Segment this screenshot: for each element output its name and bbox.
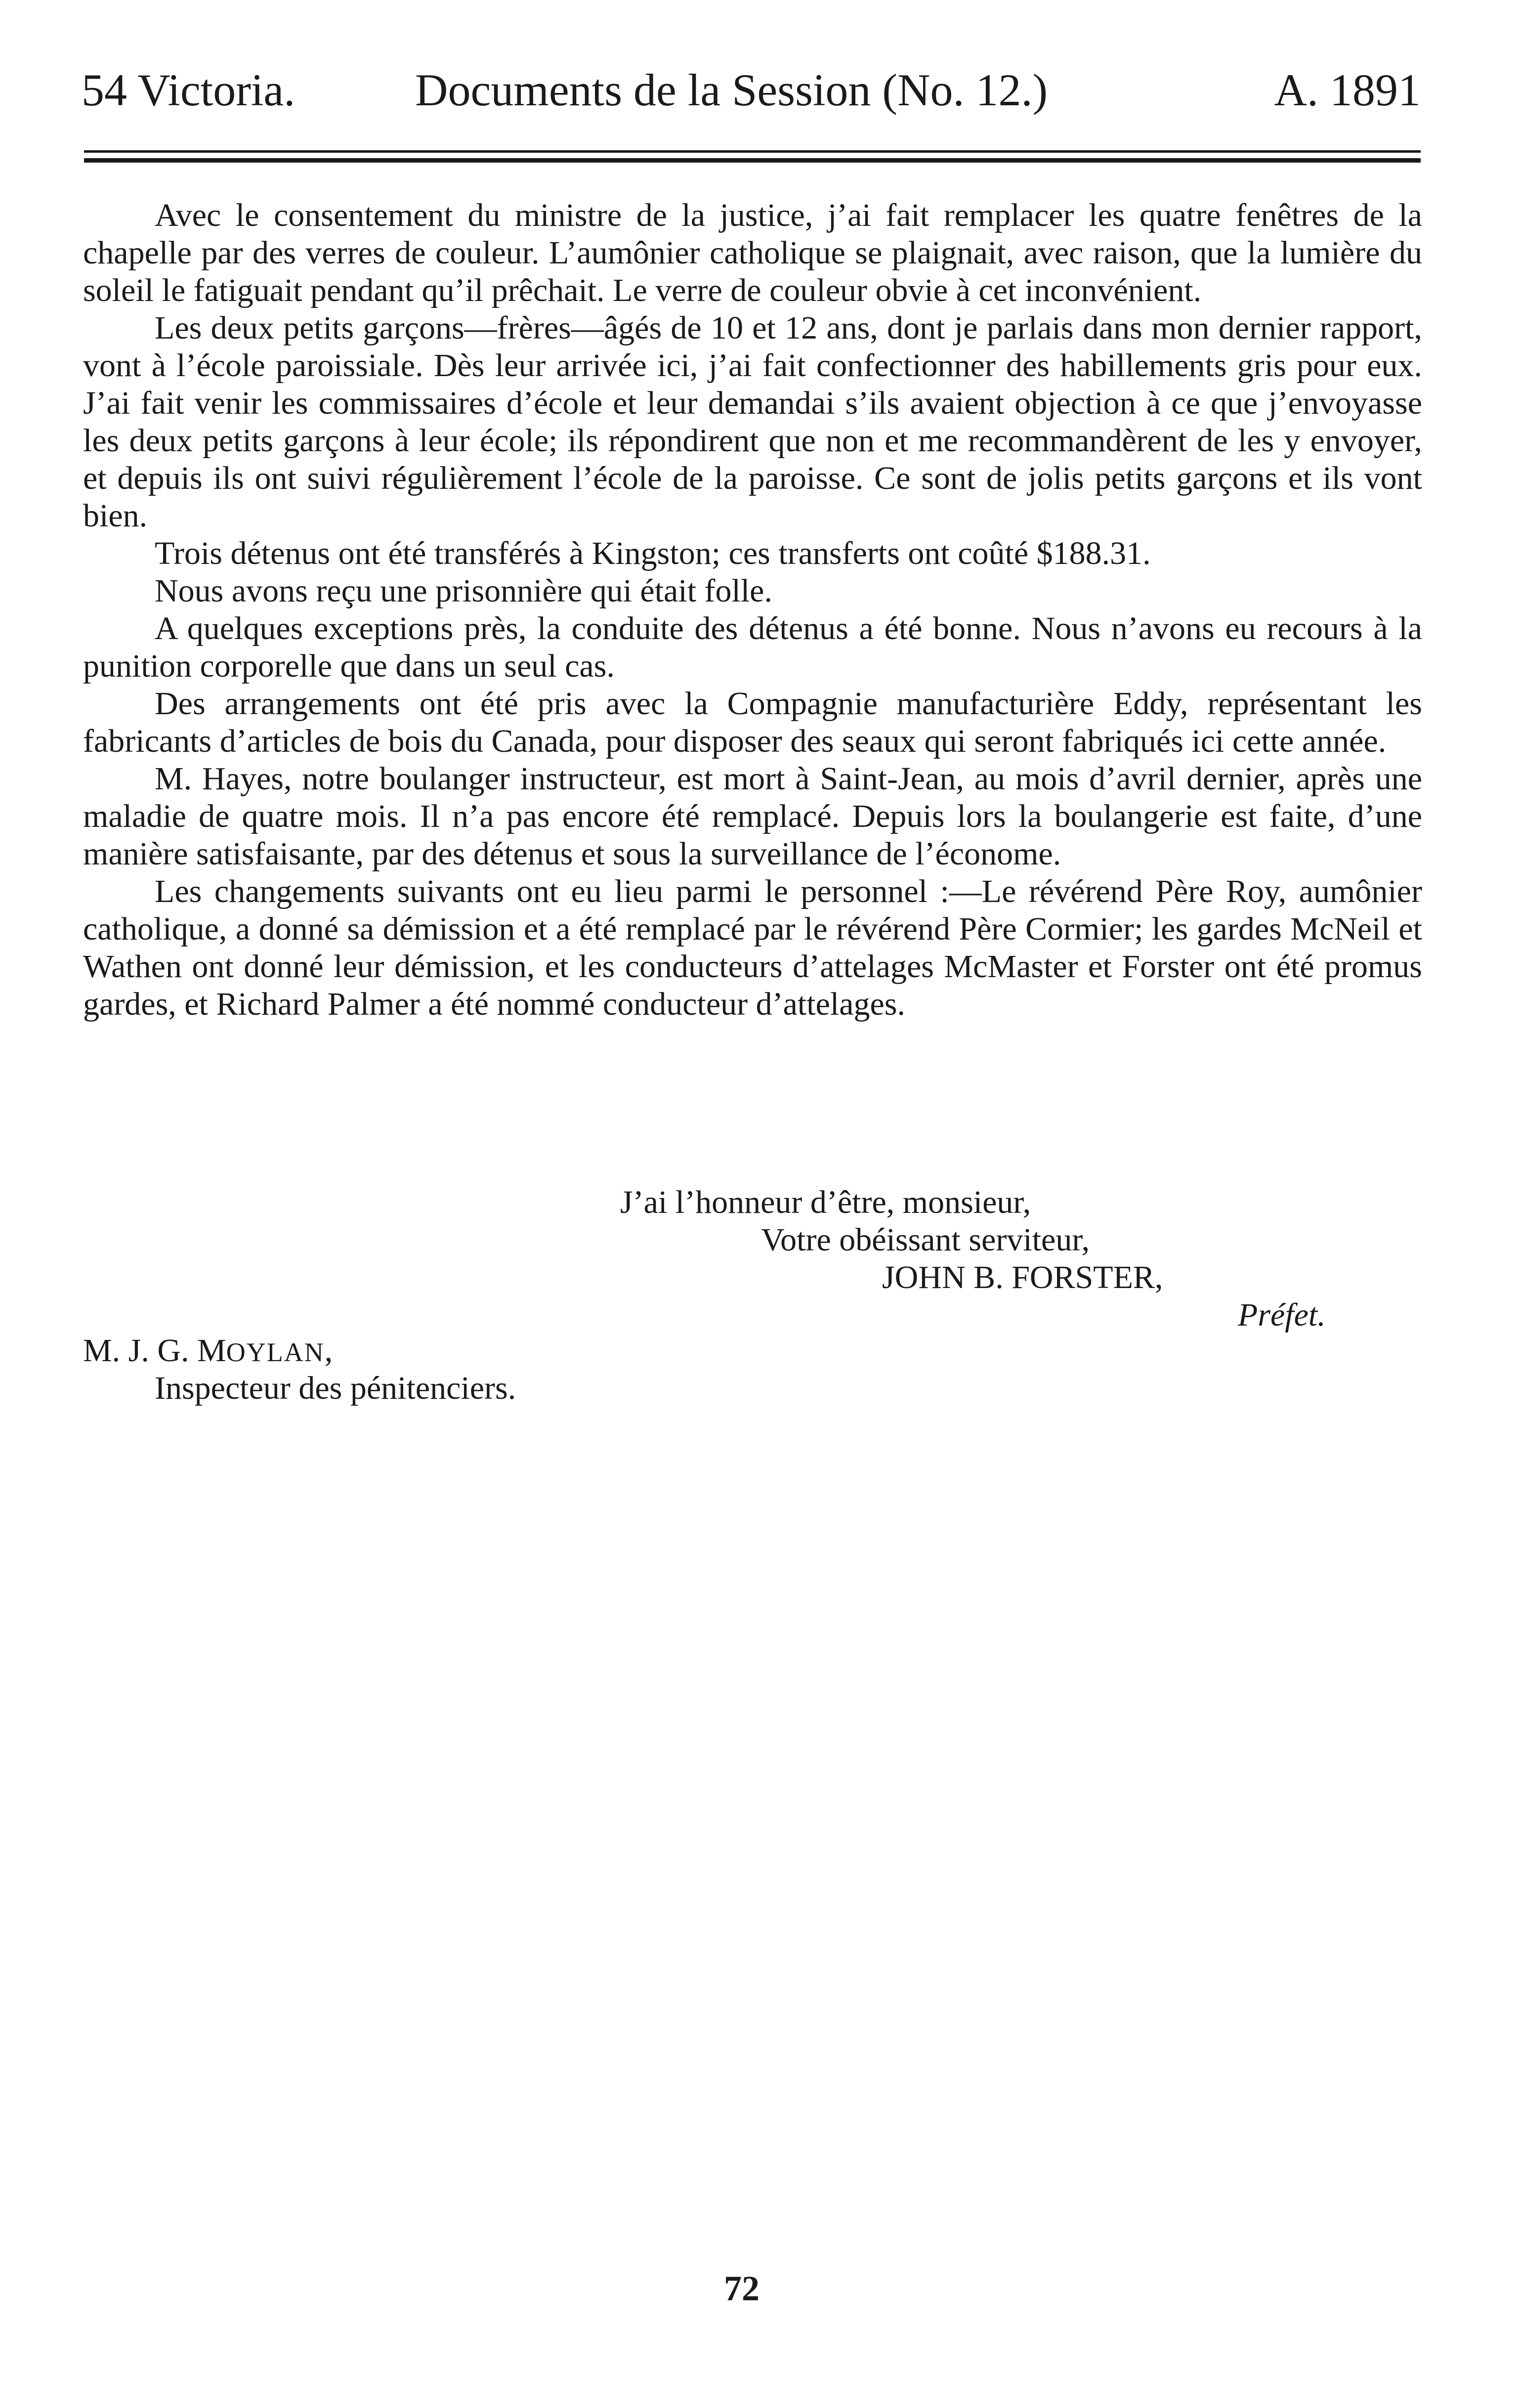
paragraph-arrangements: Des arrangements ont été pris avec la Compagnie manufacturière Eddy, représentant les fabricants d’articles de bois du Canada, pour disposer des seaux qui seront fabriqués ici cette année. bbox=[83, 686, 1422, 759]
paragraph-chapel-windows: Avec le consentement du ministre de la justice, j’ai fait remplacer les quatre fenêtres de la chapelle par des verres de couleur. L’aumônier catholique se plaignait, avec raison, que la lumière du soleil le fatiguait pendant qu’il prêchait. Le verre de couleur obvie à cet inconvénient. bbox=[83, 197, 1422, 308]
addressee-name-suffix: , bbox=[324, 1333, 333, 1369]
addressee-name-prefix: M. J. G. M bbox=[83, 1333, 226, 1369]
header-title: Documents de la Session (No. 12.) bbox=[415, 65, 1048, 115]
paragraph-conduct: A quelques exceptions près, la conduite des détenus a été bonne. Nous n’avons eu recours à la punition corporelle que dans un seul cas. bbox=[83, 610, 1422, 684]
paragraph-prisoner: Nous avons reçu une prisonnière qui était folle. bbox=[155, 573, 772, 609]
header-year: A. 1891 bbox=[1274, 65, 1421, 115]
addressee-title: Inspecteur des pénitenciers. bbox=[155, 1370, 516, 1406]
paragraph-transfers: Trois détenus ont été transférés à Kingston; ces transferts ont coûté $188.31. bbox=[155, 535, 1151, 571]
paragraph-two-boys: Les deux petits garçons—frères—âgés de 10 et 12 ans, dont je parlais dans mon dernier rapport, vont à l’école paroissiale. Dès leur arrivée ici, j’ai fait confectionner des habillements gris pour eux. J’ai fait venir les commissaires d’école et leur demandai s’ils avaient objection à ce que j’envoyasse les deux petits garçons à leur école; ils répondirent que non et me recommandèrent de les y envoyer, et depuis ils ont suivi régulièrement l’école de la paroisse. Ce sont de jolis petits garçons et ils vont bien. bbox=[83, 310, 1422, 534]
paragraph-staff-changes: Les changements suivants ont eu lieu parmi le personnel :—Le révérend Père Roy, aumônier catholique, a donné sa démission et a été remplacé par le révérend Père Cormier; les gardes McNeil et Wathen ont donné leur démission, et les conducteurs d’attelages McMaster et Forster ont été promus gardes, et Richard Palmer a été nommé conducteur d’attelages. bbox=[83, 873, 1422, 1022]
addressee-name-smallcaps: OYLAN bbox=[226, 1337, 325, 1367]
page-number: 72 bbox=[724, 2269, 759, 2308]
header-volume: 54 Victoria. bbox=[82, 65, 295, 115]
signatory-name: JOHN B. FORSTER, bbox=[882, 1259, 1163, 1295]
header-rule-thick bbox=[84, 158, 1421, 163]
header-rule-thin bbox=[84, 150, 1421, 153]
closing-servant: Votre obéissant serviteur, bbox=[761, 1222, 1090, 1258]
paragraph-baker: M. Hayes, notre boulanger instructeur, est mort à Saint-Jean, au mois d’avril dernier, après une maladie de quatre mois. Il n’a pas encore été remplacé. Depuis lors la boulangerie est faite, d’une manière satisfaisante, par des détenus et sous la surveillance de l’économe. bbox=[83, 761, 1422, 872]
signatory-title: Préfet. bbox=[1238, 1297, 1326, 1333]
addressee-name bbox=[83, 1332, 333, 1371]
running-header bbox=[82, 60, 1421, 120]
report-body bbox=[83, 197, 1422, 1023]
closing-salutation: J’ai l’honneur d’être, monsieur, bbox=[620, 1184, 1031, 1220]
